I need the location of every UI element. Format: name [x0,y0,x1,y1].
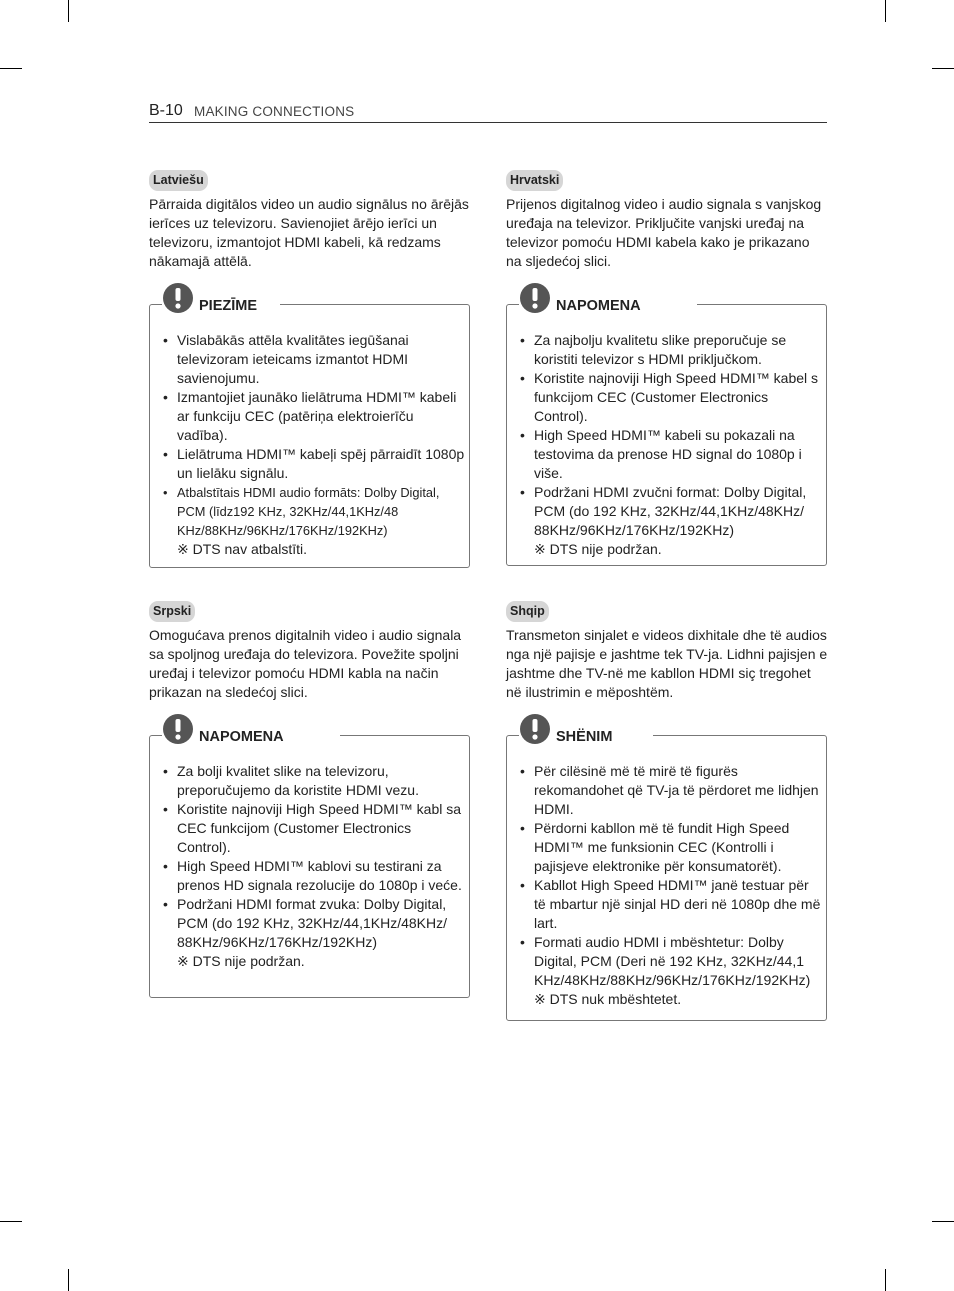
note-list [163,762,465,971]
list-item: • Koristite najnoviji High Speed HDMI™ kabl sa CEC funkcijom (Customer Electronics Control). [163,800,465,857]
crop-mark [885,1269,886,1291]
list-item: • Për cilësinë më të mirë të figurës rekomandohet që TV-ja të përdoret me lidhjen HDMI. [520,762,822,819]
list-item: • Lielātruma HDMI™ kabeļi spēj pārraidīt 1080p un lielāku signālu. [163,445,465,483]
crop-mark [932,1221,954,1222]
note-box [506,298,827,566]
note-header [162,282,280,318]
footnote: ※ DTS nije podržan. [534,541,662,557]
language-badge: Shqip [506,601,549,622]
language-badge: Hrvatski [506,170,563,191]
footnote: ※ DTS nav atbalstīti. [177,541,307,557]
list-item: • Podržani HDMI format zvuka: Dolby Digital, PCM (do 192 KHz, 32KHz/44,1KHz/48KHz/ 88KHz/96KHz/176KHz/192KHz) [163,895,465,952]
list-item: • High Speed HDMI™ kabeli su pokazali na testovima da prenose HD signal do 1080p i više. [520,426,822,483]
page-header [149,100,827,123]
note-header [519,282,697,318]
list-item: • Formati audio HDMI i mbështetur: Dolby Digital, PCM (Deri në 192 KHz, 32KHz/44,1 KHz/48KHz/88KHz/96KHz/176KHz/192KHz) [520,933,822,990]
note-list [163,331,465,559]
note-list [520,762,822,1009]
exclamation-icon [162,713,194,745]
list-item: • Koristite najnoviji High Speed HDMI™ kabel s funkcijom CEC (Customer Electronics Control). [520,369,822,426]
note-title: NAPOMENA [199,729,284,745]
footnote: ※ DTS nije podržan. [177,953,305,969]
crop-mark [0,1221,22,1222]
note-box [149,729,470,998]
language-badge: Srpski [149,601,195,622]
note-box [506,729,827,1021]
exclamation-icon [519,713,551,745]
section-title: MAKING CONNECTIONS [194,104,355,119]
list-item: • Izmantojiet jaunāko lielātruma HDMI™ kabeli ar funkciju CEC (patēriņa elektroierīču vadība). [163,388,465,445]
note-title: SHËNIM [556,729,613,745]
note-box [149,298,470,568]
footnote: ※ DTS nuk mbështetet. [534,991,682,1007]
note-list [520,331,822,559]
note-header [519,713,653,749]
intro-text: Prijenos digitalnog video i audio signala s vanjskog uređaja na televizor. Priključite vanjski uređaj na televizor pomoću HDMI kabela kako je prikazano na sljedećoj slici. [506,196,822,269]
intro-text: Transmeton sinjalet e videos dixhitale dhe të audios nga një pajisje e jashtme tek TV-ja. Lidhni pajisjen e jashtme dhe TV-në me kabllon HDMI siç tregohet në ilustrimin e mëposhtëm. [506,627,828,700]
intro-text: Omogućava prenos digitalnih video i audio signala sa spoljnog uređaja do televizora. Povežite spoljni uređaj i televizor pomoću HDMI kabla na način prikazan na sledećoj slici. [149,627,462,700]
list-item: • Përdorni kabllon më të fundit High Speed HDMI™ me funksionin CEC (Kontrolli i pajisjeve elektronike për konsumatorët). [520,819,822,876]
language-badge: Latviešu [149,170,208,191]
list-item: • Vislabākās attēla kvalitātes iegūšanai televizoram ieteicams izmantot HDMI savienojumu. [163,331,465,388]
crop-mark [68,0,69,22]
intro-text: Pārraida digitālos video un audio signālus no ārējās ierīces uz televizoru. Savienojiet ārējo ierīci un televizoru, izmantojot HDMI kabeli, kā redzams nākamajā attēlā. [149,196,469,269]
exclamation-icon [162,282,194,314]
crop-mark [885,0,886,22]
list-item: • Atbalstītais HDMI audio formāts: Dolby Digital, PCM (līdz192 KHz, 32KHz/44,1KHz/48 KHz/88KHz/96KHz/176KHz/192KHz) [163,483,465,540]
exclamation-icon [519,282,551,314]
list-item: • High Speed HDMI™ kablovi su testirani za prenos HD signala rezolucije do 1080p i veće. [163,857,465,895]
page-number: B-10 [149,102,183,119]
note-title: PIEZĪME [199,298,258,314]
crop-mark [932,68,954,69]
note-header [162,713,340,749]
crop-mark [68,1269,69,1291]
list-item: • Za bolji kvalitet slike na televizoru, preporučujemo da koristite HDMI vezu. [163,762,465,800]
crop-mark [0,68,22,69]
list-item: • Podržani HDMI zvučni format: Dolby Digital, PCM (do 192 KHz, 32KHz/44,1KHz/48KHz/ 88KHz/96KHz/176KHz/192KHz) [520,483,822,540]
list-item: • Kabllot High Speed HDMI™ janë testuar për të mbartur një sinjal HD deri në 1080p dhe më lart. [520,876,822,933]
note-title: NAPOMENA [556,298,641,314]
list-item: • Za najbolju kvalitetu slike preporučuje se koristiti televizor s HDMI priključkom. [520,331,822,369]
